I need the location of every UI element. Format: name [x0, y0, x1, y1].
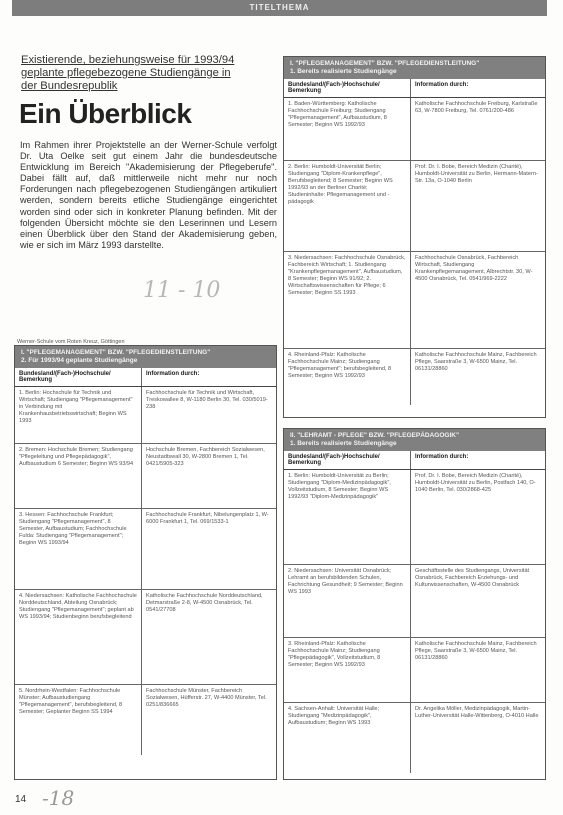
cell-left: 1. Berlin: Humboldt-Universität zu Berlin; Studiengang "Diplom-Medizinpädagogik", Vollzeitstudium, 8 Semester; Beginn WS 1992/93 "Diplom-Medizinpädagogik" — [284, 470, 411, 564]
cell-right: Geschäftsstelle des Studiengangs, Universität Osnabrück, Fachbereich Erziehungs- und Kulturwissenschaften, W-4500 Osnabrück — [415, 568, 530, 588]
panel-header — [284, 57, 545, 79]
cell-right: Fachhochschule Osnabrück, Fachbereich Wirtschaft, Studiengang Krankenpflegemanagement, Albrechtstr. 30, W-4500 Osnabrück, Tel. 0541/969-2222 — [415, 255, 533, 282]
table-row — [15, 509, 276, 590]
table-row — [284, 252, 545, 349]
table-row — [15, 387, 276, 444]
table-row — [284, 703, 545, 773]
cell-left: 3. Rheinland-Pfalz: Katholische Fachhochschule Mainz; Studiengang "Pflegepädagogik", Vollzeitstudium, 8 Semester; Beginn WS 1992/93 — [284, 638, 411, 702]
cell-right: Dr. Angelika Möller, Medizinpädagogik, Martin-Luther-Universität Halle-Wittenberg, O-4010 Halle — [415, 706, 539, 719]
cell-left: 1. Berlin: Hochschule für Technik und Wirtschaft; Studiengang "Pflegemanagement" in Verbindung mit Krankenhausbetriebswirtschaft; Beginn WS 1993 — [15, 387, 142, 443]
panel-subtitle: 1. Bereits realisierte Studiengänge — [290, 68, 397, 75]
column-header-left: Bundesland/(Fach-)Hochschule/ Bemerkung — [15, 368, 142, 386]
panel-subtitle: 1. Bereits realisierte Studiengänge — [290, 440, 397, 447]
cell-right: Fachhochschule Frankfurt, Nibelungenplatz 1, W-6000 Frankfurt 1, Tel. 069/1533-1 — [146, 512, 269, 525]
cell-right: Katholische Fachhochschule Mainz, Fachbereich Pflege, Saarstraße 3, W-6500 Mainz, Tel. 06131/28860 — [415, 641, 537, 661]
cell-right: Katholische Fachhochschule Norddeutschland, Detmarstraße 2-8, W-4500 Osnabrück, Tel. 0541/27708 — [146, 593, 263, 613]
table-row — [15, 685, 276, 755]
column-headers — [284, 79, 545, 98]
cell-left: 4. Rheinland-Pfalz: Katholische Fachhochschule Mainz; Studiengang "Pflegemanagement"; berufsbegleitend, 8 Semester; Beginn WS 1992/93 — [284, 349, 411, 405]
cell-left: 2. Niedersachsen: Universität Osnabrück; Lehramt an berufsbildenden Schulen, Fachrichtung Gesundheit; 9 Semester; Beginn WS 1993 — [284, 565, 411, 637]
column-header-right: Information durch: — [146, 371, 200, 377]
column-header-right: Information durch: — [415, 454, 469, 460]
page-number: 14 — [15, 794, 27, 805]
column-headers — [15, 368, 276, 387]
table-row — [284, 638, 545, 703]
table-row — [284, 565, 545, 638]
cell-right: Fachhochschule für Technik und Wirtschaft, Treskowallee 8, W-1180 Berlin 30, Tel. 030/5019-238 — [146, 390, 268, 410]
cell-left: 3. Niedersachsen: Fachhochschule Osnabrück, Fachbereich Wirtschaft; 1. Studiengang "Krankenpflegemanagement", Aufbaustudium, 8 Semester; Beginn WS 91/92; 2. Wirtschaftswissenschaften für Pflege; 6 Semester; Beginn SS 1993 — [284, 252, 411, 348]
table-row — [284, 98, 545, 161]
cell-left: 5. Nordrhein-Westfalen: Fachhochschule Münster; Aufbaustudiengang "Pflegemanagement", berufsbegleitend, 8 Semester; Geplanter Beginn SS 1994 — [15, 685, 142, 755]
cell-right: Hochschule Bremen, Fachbereich Sozialwesen, Neustadtswall 30, W-2800 Bremen 1, Tel. 0421/5905-323 — [146, 447, 265, 467]
page-handwriting: -18 — [42, 786, 75, 810]
cell-right: Fachhochschule Münster, Fachbereich Sozialwesen, Hüfferstr. 27, W-4400 Münster, Tel. 0251/836665 — [146, 688, 267, 708]
subtitle-line-1: Existierende, beziehungsweise für 1993/94 — [21, 54, 235, 66]
section-banner: TITELTHEMA — [12, 0, 547, 16]
column-header-right: Information durch: — [415, 82, 469, 88]
cell-left: 1. Baden-Württemberg: Katholische Fachhochschule Freiburg; Studiengang "Pflegemanagement", Aufbaustudium, 8 Semester; Beginn WS 1992/93 — [284, 98, 411, 160]
table-row — [284, 470, 545, 565]
cell-left: 4. Sachsen-Anhalt: Universität Halle; Studiengang "Medizinpädagogik", Aufbaustudium; Beginn WS 1993 — [284, 703, 411, 773]
cell-left: 3. Hessen: Fachhochschule Frankfurt; Studiengang "Pflegemanagement", 8 Semester, Aufbaustudium; Fachhochschule Fulda: Studiengang "Pflegemanagement"; Beginn WS 1993/94 — [15, 509, 142, 589]
column-header-left: Bundesland/(Fach-)Hochschule/ Bemerkung — [284, 79, 411, 97]
subtitle-line-2: geplante pflegebezogene Studiengänge in — [21, 67, 231, 79]
table-row — [15, 444, 276, 509]
table-right-pedagogy — [283, 428, 546, 780]
source-note: Werner-Schule vom Roten Kreuz, Göttingen — [17, 339, 125, 345]
panel-title: I. "PFLEGEMANAGEMENT" BZW. "PFLEGEDIENSTLEITUNG" — [290, 60, 480, 67]
table-row — [284, 161, 545, 252]
cell-right: Katholische Fachhochschule Freiburg, Karlstraße 63, W-7800 Freiburg, Tel. 0761/200-486 — [415, 101, 538, 114]
table-left-planned — [14, 345, 277, 780]
table-right-management — [283, 56, 546, 418]
heading-subtitle — [21, 54, 276, 93]
panel-header — [15, 346, 276, 368]
intro-paragraph: Im Rahmen ihrer Projektstelle an der Werner-Schule verfolgt Dr. Uta Oelke seit gut einem Jahr die bundesdeutsche Entwicklung im Bereich "Akademisierung der Pflegeberufe". Dabei fällt auf, daß mittlerweile nicht mehr nur noch Forderungen nach pflegebezogenen Studiengängen artikuliert werden, sondern bereits etliche Studiengänge eingerichtet worden sind oder sich in konkreter Planung befinden. Mit der folgenden Übersicht möchte sie den Leserinnen und Lesern einen Überblick über den Stand der Akademisierung geben, wie er sich im März 1993 darstellte. — [20, 140, 277, 250]
cell-left: 2. Berlin: Humboldt-Universität Berlin; Studiengang "Diplom-Krankenpflege", Berufsbegleitend; 8 Semester; Beginn WS 1992/93 an der Berliner Charité; Studieninhalte: Pflegemanagement und -pädagogik — [284, 161, 411, 251]
cell-right: Katholische Fachhochschule Mainz, Fachbereich Pflege, Saarstraße 3, W-6500 Mainz, Tel. 06131/28860 — [415, 352, 537, 372]
subtitle-line-3: der Bundesrepublik — [21, 80, 118, 92]
cell-left: 4. Niedersachsen: Katholische Fachhochschule Norddeutschland, Abteilung Osnabrück; Studiengang "Pflegemanagement"; geplant ab WS 1993/94; Studienbeginn berufsbegleitend — [15, 590, 142, 684]
panel-title: II. "LEHRAMT - PFLEGE" BZW. "PFLEGEPÄDAGOGIK" — [290, 432, 460, 439]
panel-subtitle: 2. Für 1993/94 geplante Studiengänge — [21, 357, 138, 364]
panel-title: I. "PFLEGEMANAGEMENT" BZW. "PFLEGEDIENSTLEITUNG" — [21, 349, 211, 356]
table-row — [15, 590, 276, 685]
table-row — [284, 349, 545, 405]
column-header-left: Bundesland/(Fach-)Hochschule/ Bemerkung — [284, 451, 411, 469]
handwritten-annotation: 11 - 10 — [143, 278, 221, 303]
panel-header — [284, 429, 545, 451]
page-title: Ein Überblick — [19, 98, 192, 129]
cell-right: Prof. Dr. I. Bobe, Bereich Medizin (Charité), Humboldt-Universität zu Berlin, Hermann-Matern-Str. 13a, O-1040 Berlin — [415, 164, 538, 184]
column-headers — [284, 451, 545, 470]
cell-right: Prof. Dr. I. Bobe, Bereich Medizin (Charité), Humboldt-Universität zu Berlin, Postfach 140, O-1040 Berlin, Tel. 030/2868-425 — [415, 473, 536, 493]
cell-left: 2. Bremen: Hochschule Bremen; Studiengang "Pflegeleitung und Pflegepädagogik", Aufbaustudium 6 Semester; Beginn WS 93/94 — [15, 444, 142, 508]
